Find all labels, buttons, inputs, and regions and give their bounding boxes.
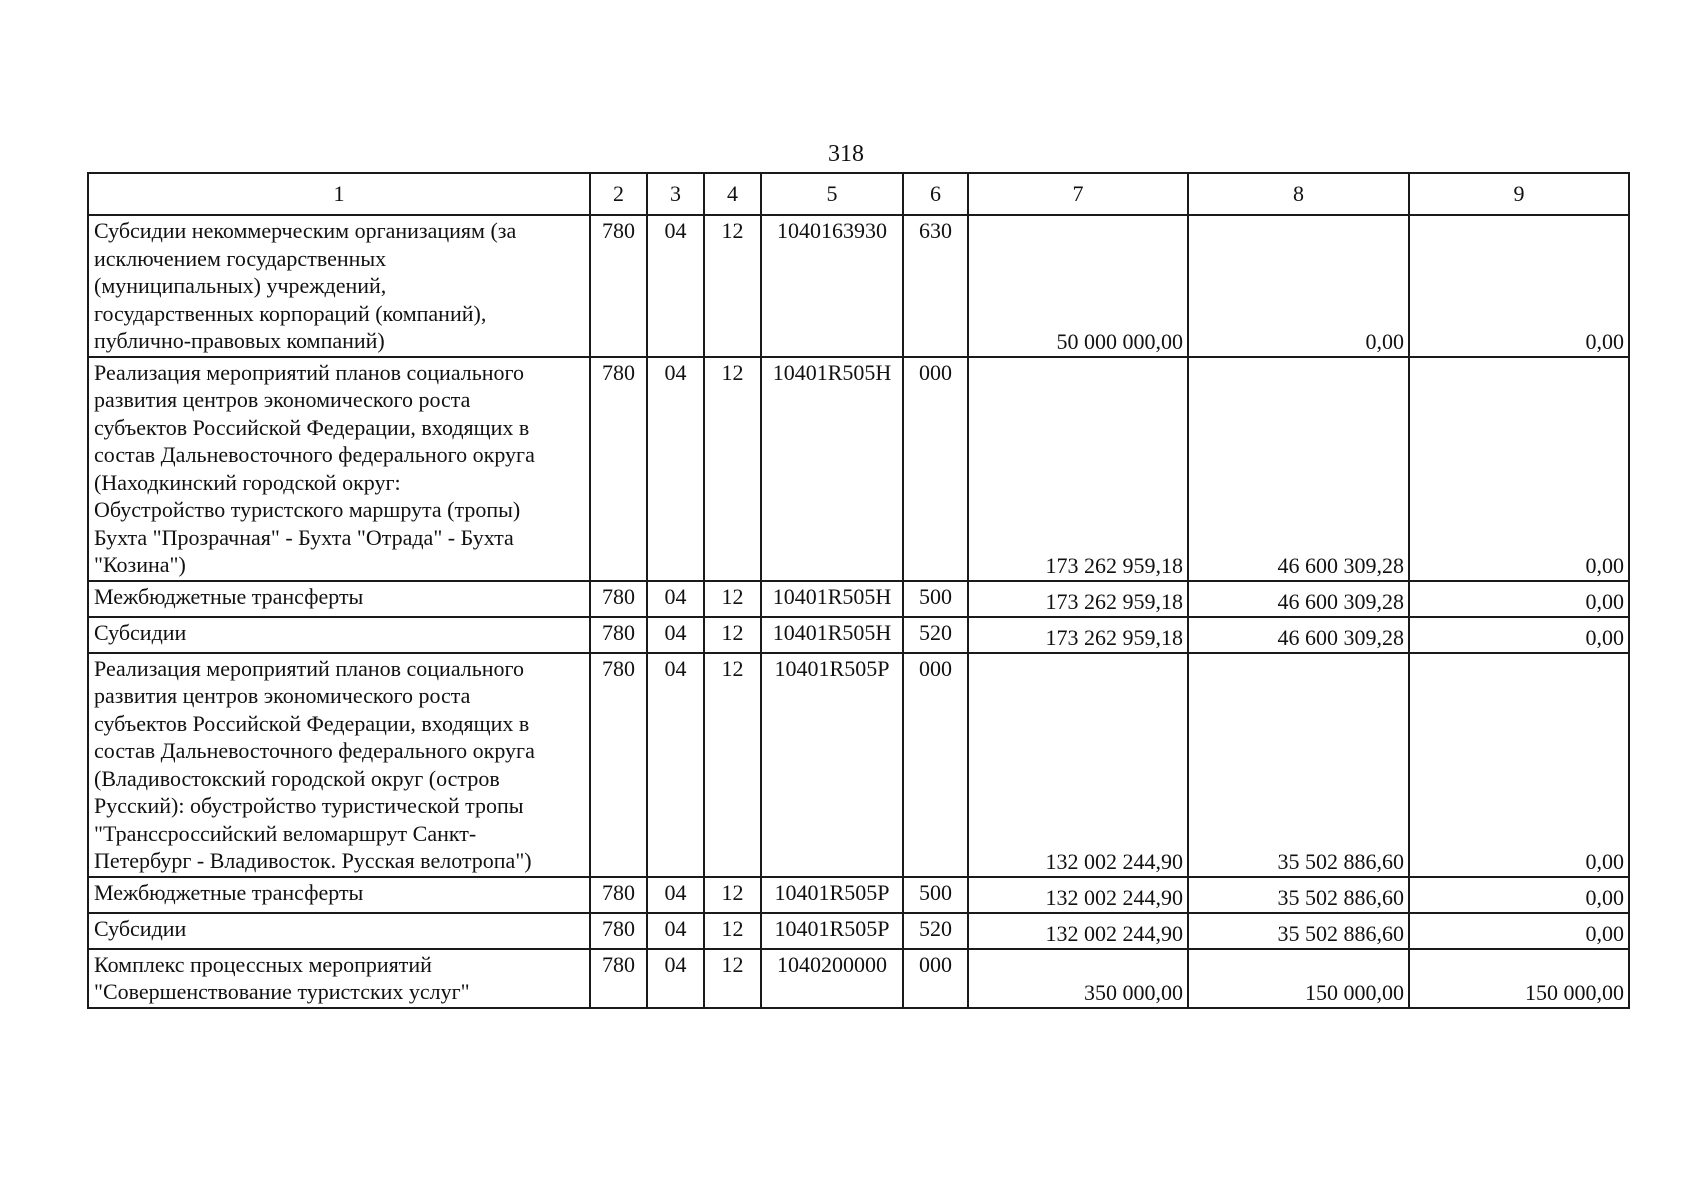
header-row bbox=[88, 173, 1629, 215]
cell-section-code: 04 bbox=[647, 357, 704, 581]
row-name: Субсидии bbox=[88, 617, 590, 653]
cell-target-code: 1040163930 bbox=[761, 215, 903, 357]
cell-section-code: 04 bbox=[647, 913, 704, 949]
row-name: Межбюджетные трансферты bbox=[88, 581, 590, 617]
cell-subsection-code: 12 bbox=[704, 357, 761, 581]
page-number: 318 bbox=[828, 141, 864, 167]
cell-amount-9: 0,00 bbox=[1409, 581, 1629, 617]
cell-expense-type: 520 bbox=[903, 913, 968, 949]
column-header: 5 bbox=[761, 173, 903, 215]
cell-section-code: 04 bbox=[647, 617, 704, 653]
table-row bbox=[88, 215, 1629, 357]
table-row bbox=[88, 581, 1629, 617]
column-header: 1 bbox=[88, 173, 590, 215]
cell-expense-type: 000 bbox=[903, 653, 968, 877]
column-header: 8 bbox=[1188, 173, 1409, 215]
cell-expense-type: 520 bbox=[903, 617, 968, 653]
cell-amount-7: 173 262 959,18 bbox=[968, 581, 1188, 617]
cell-ministry-code: 780 bbox=[590, 913, 647, 949]
cell-amount-8: 46 600 309,28 bbox=[1188, 357, 1409, 581]
cell-ministry-code: 780 bbox=[590, 949, 647, 1008]
cell-amount-9: 0,00 bbox=[1409, 357, 1629, 581]
cell-subsection-code: 12 bbox=[704, 877, 761, 913]
cell-target-code: 10401R505P bbox=[761, 653, 903, 877]
cell-amount-8: 150 000,00 bbox=[1188, 949, 1409, 1008]
cell-section-code: 04 bbox=[647, 877, 704, 913]
table-row bbox=[88, 949, 1629, 1008]
cell-subsection-code: 12 bbox=[704, 653, 761, 877]
table-row bbox=[88, 653, 1629, 877]
cell-ministry-code: 780 bbox=[590, 617, 647, 653]
column-header: 9 bbox=[1409, 173, 1629, 215]
cell-expense-type: 630 bbox=[903, 215, 968, 357]
cell-subsection-code: 12 bbox=[704, 581, 761, 617]
cell-amount-7: 173 262 959,18 bbox=[968, 357, 1188, 581]
cell-section-code: 04 bbox=[647, 949, 704, 1008]
table-row bbox=[88, 877, 1629, 913]
cell-section-code: 04 bbox=[647, 581, 704, 617]
cell-amount-7: 132 002 244,90 bbox=[968, 653, 1188, 877]
cell-amount-8: 46 600 309,28 bbox=[1188, 617, 1409, 653]
cell-amount-9: 0,00 bbox=[1409, 877, 1629, 913]
cell-expense-type: 500 bbox=[903, 877, 968, 913]
cell-target-code: 10401R505P bbox=[761, 877, 903, 913]
cell-section-code: 04 bbox=[647, 653, 704, 877]
cell-ministry-code: 780 bbox=[590, 215, 647, 357]
cell-amount-9: 0,00 bbox=[1409, 617, 1629, 653]
cell-amount-8: 35 502 886,60 bbox=[1188, 653, 1409, 877]
row-name: Межбюджетные трансферты bbox=[88, 877, 590, 913]
cell-amount-7: 50 000 000,00 bbox=[968, 215, 1188, 357]
cell-amount-9: 0,00 bbox=[1409, 215, 1629, 357]
cell-ministry-code: 780 bbox=[590, 357, 647, 581]
table-row bbox=[88, 357, 1629, 581]
row-name: Субсидии некоммерческим организациям (за исключением государственных (муниципальных) учреждений, государственных корпораций (компаний), публично-правовых компаний) bbox=[88, 215, 590, 357]
cell-ministry-code: 780 bbox=[590, 653, 647, 877]
cell-target-code: 10401R505P bbox=[761, 913, 903, 949]
cell-subsection-code: 12 bbox=[704, 617, 761, 653]
column-header: 2 bbox=[590, 173, 647, 215]
cell-target-code: 10401R505H bbox=[761, 581, 903, 617]
row-name: Комплекс процессных мероприятий "Совершенствование туристских услуг" bbox=[88, 949, 590, 1008]
cell-amount-8: 0,00 bbox=[1188, 215, 1409, 357]
column-header: 6 bbox=[903, 173, 968, 215]
cell-expense-type: 500 bbox=[903, 581, 968, 617]
column-header: 3 bbox=[647, 173, 704, 215]
cell-expense-type: 000 bbox=[903, 357, 968, 581]
budget-table bbox=[87, 172, 1630, 1009]
row-name: Реализация мероприятий планов социального развития центров экономического роста субъектов Российской Федерации, входящих в состав Дальневосточного федерального округа (Владивостокский городской округ (остров Русский): обустройство туристической тропы "Транссроссийский веломаршрут Санкт- Петербург - Владивосток. Русская велотропа") bbox=[88, 653, 590, 877]
cell-expense-type: 000 bbox=[903, 949, 968, 1008]
cell-amount-7: 132 002 244,90 bbox=[968, 913, 1188, 949]
row-name: Реализация мероприятий планов социального развития центров экономического роста субъектов Российской Федерации, входящих в состав Дальневосточного федерального округа (Находкинский городской округ: Обустройство туристского маршрута (тропы) Бухта "Прозрачная" - Бухта "Отрада" - Бухта "Козина") bbox=[88, 357, 590, 581]
cell-amount-8: 35 502 886,60 bbox=[1188, 877, 1409, 913]
table-row bbox=[88, 913, 1629, 949]
column-header: 4 bbox=[704, 173, 761, 215]
cell-subsection-code: 12 bbox=[704, 215, 761, 357]
cell-amount-9: 0,00 bbox=[1409, 913, 1629, 949]
cell-section-code: 04 bbox=[647, 215, 704, 357]
cell-subsection-code: 12 bbox=[704, 949, 761, 1008]
cell-amount-7: 350 000,00 bbox=[968, 949, 1188, 1008]
cell-target-code: 10401R505H bbox=[761, 357, 903, 581]
row-name: Субсидии bbox=[88, 913, 590, 949]
cell-ministry-code: 780 bbox=[590, 877, 647, 913]
column-header: 7 bbox=[968, 173, 1188, 215]
cell-amount-9: 0,00 bbox=[1409, 653, 1629, 877]
cell-target-code: 10401R505H bbox=[761, 617, 903, 653]
cell-amount-7: 132 002 244,90 bbox=[968, 877, 1188, 913]
cell-amount-7: 173 262 959,18 bbox=[968, 617, 1188, 653]
cell-amount-8: 35 502 886,60 bbox=[1188, 913, 1409, 949]
cell-amount-9: 150 000,00 bbox=[1409, 949, 1629, 1008]
cell-amount-8: 46 600 309,28 bbox=[1188, 581, 1409, 617]
cell-ministry-code: 780 bbox=[590, 581, 647, 617]
cell-target-code: 1040200000 bbox=[761, 949, 903, 1008]
table-row bbox=[88, 617, 1629, 653]
cell-subsection-code: 12 bbox=[704, 913, 761, 949]
